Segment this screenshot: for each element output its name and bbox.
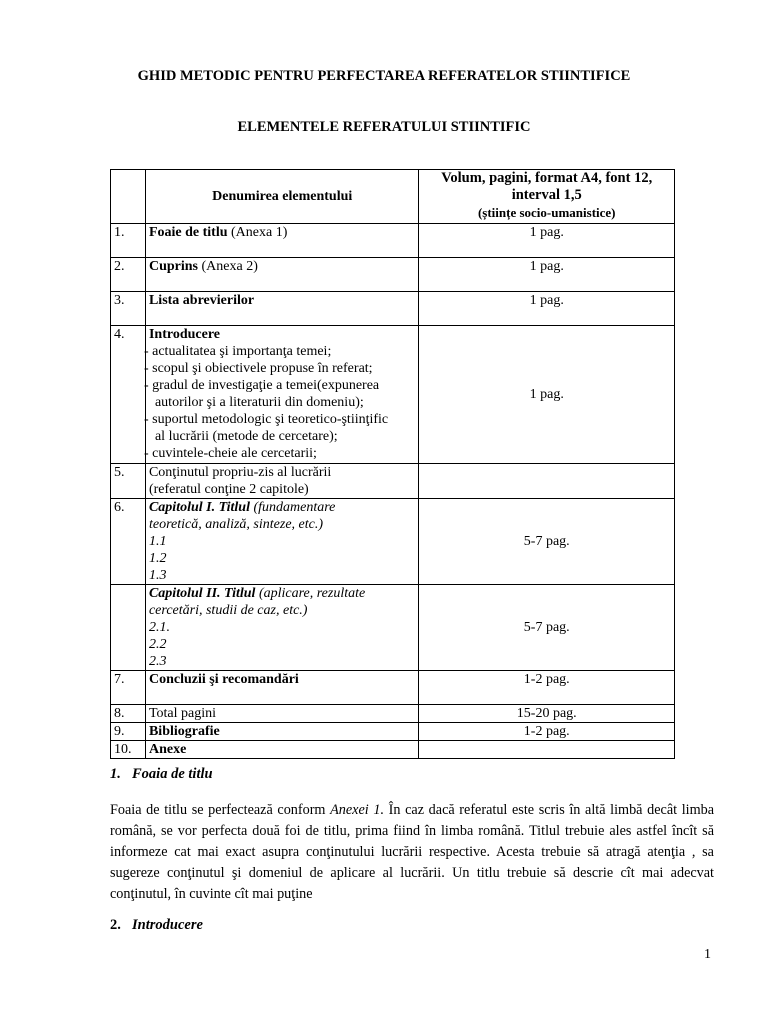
section-heading-title-page bbox=[110, 766, 213, 783]
row-number: 7. bbox=[111, 671, 146, 705]
row-volume: 5-7 pag. bbox=[419, 585, 675, 671]
row-name: Total pagini bbox=[145, 705, 419, 723]
list-item: - gradul de investigaţie a temei(expunerea bbox=[143, 378, 380, 393]
row-volume: 1 pag. bbox=[419, 326, 675, 464]
section-heading-introduction bbox=[110, 917, 203, 934]
row-name bbox=[145, 741, 419, 759]
row-number: 3. bbox=[111, 292, 146, 326]
row-name-line2: (referatul conţine 2 capitole) bbox=[148, 482, 309, 497]
row-name-bold: Lista abrevierilor bbox=[148, 293, 255, 308]
row-volume bbox=[419, 741, 675, 759]
row-name bbox=[145, 671, 419, 705]
row-name-bold: Anexe bbox=[148, 742, 187, 757]
row-name bbox=[145, 292, 419, 326]
table-header-row bbox=[111, 170, 675, 224]
subsection-number: 2.1. bbox=[148, 620, 170, 635]
row-name-note: (aplicare, rezultate bbox=[255, 586, 366, 601]
section-number: 2. bbox=[110, 917, 121, 933]
row-name bbox=[145, 499, 419, 585]
row-name-note2: teoretică, analiză, sinteze, etc.) bbox=[148, 517, 324, 532]
row-name-bold: Capitolul I. Titlul bbox=[148, 500, 250, 515]
row-name-line1: Conţinutul propriu-zis al lucrării bbox=[148, 465, 332, 480]
section-number: 1. bbox=[110, 766, 121, 782]
list-item: autorilor şi a literaturii din domeniu); bbox=[154, 395, 364, 410]
row-volume: 1-2 pag. bbox=[419, 671, 675, 705]
row-number: 4. bbox=[111, 326, 146, 464]
row-volume: 1 pag. bbox=[419, 292, 675, 326]
row-volume: 15-20 pag. bbox=[419, 705, 675, 723]
list-item: - cuvintele-cheie ale cercetarii; bbox=[143, 446, 317, 461]
header-num-cell bbox=[111, 170, 146, 224]
row-number: 1. bbox=[111, 224, 146, 258]
paragraph-text-start: Foaia de titlu se perfectează conform bbox=[110, 802, 331, 818]
row-name-bold: Foaie de titlu bbox=[148, 225, 228, 240]
table-row bbox=[111, 671, 675, 705]
row-number: 10. bbox=[111, 741, 146, 759]
row-name bbox=[145, 585, 419, 671]
annex-reference: Anexei 1. bbox=[330, 802, 385, 818]
section-heading-text: Introducere bbox=[132, 917, 203, 933]
row-name-bold: Bibliografie bbox=[148, 724, 220, 739]
row-name-note: (Anexa 1) bbox=[227, 225, 288, 240]
table-row bbox=[111, 464, 675, 499]
row-name bbox=[145, 258, 419, 292]
header-volume-line2: interval 1,5 bbox=[511, 187, 582, 203]
row-name-bold: Cuprins bbox=[148, 259, 198, 274]
subsection-number: 2.2 bbox=[148, 637, 167, 652]
row-name-note: (Anexa 2) bbox=[198, 259, 258, 274]
document-subtitle: ELEMENTELE REFERATULUI STIINTIFIC bbox=[237, 119, 531, 135]
page-number: 1 bbox=[704, 947, 711, 962]
row-volume: 1 pag. bbox=[419, 224, 675, 258]
row-number: 6. bbox=[111, 499, 146, 585]
section-heading-text: Foaia de titlu bbox=[132, 766, 213, 782]
row-name-note2: cercetări, studii de caz, etc.) bbox=[148, 603, 308, 618]
header-volume-line3: (științe socio-umanistice) bbox=[477, 205, 616, 220]
subsection-number: 1.2 bbox=[148, 551, 167, 566]
row-volume: 1-2 pag. bbox=[419, 723, 675, 741]
list-item: al lucrării (metode de cercetare); bbox=[154, 429, 338, 444]
list-item: - scopul şi obiectivele propuse în referat; bbox=[143, 361, 373, 376]
row-name bbox=[145, 464, 419, 499]
table-row bbox=[111, 585, 675, 671]
header-volume-line1: Volum, pagini, format A4, font 12, bbox=[441, 170, 653, 186]
elements-table bbox=[110, 169, 675, 759]
row-number: 5. bbox=[111, 464, 146, 499]
row-number: 9. bbox=[111, 723, 146, 741]
list-item: - suportul metodologic şi teoretico-ştiinţific bbox=[143, 412, 389, 427]
table-row bbox=[111, 723, 675, 741]
row-name bbox=[145, 723, 419, 741]
row-volume: 5-7 pag. bbox=[419, 499, 675, 585]
list-item: - actualitatea şi importanţa temei; bbox=[143, 344, 332, 359]
section-paragraph bbox=[110, 800, 714, 905]
row-number bbox=[111, 585, 146, 671]
subsection-number: 2.3 bbox=[148, 654, 167, 669]
table-row bbox=[111, 499, 675, 585]
paragraph-text-rest: În caz dacă referatul este scris în altă limbă decât limba română, se vor perfecta două foi de titlu, prima fiind în limba română. Titlul trebuie ales astfel încît să informeze cat mai exact asupra conţinutului lucrării respective. Acesta trebuie să atragă atenţia , sa sugereze conţinutul şi domeniul de aplicare al lucrării. Un titlu trebuie să descrie cît mai adecvat conţinutul, în cuvinte cît mai puţine bbox=[110, 802, 715, 902]
row-number: 2. bbox=[111, 258, 146, 292]
row-name bbox=[145, 224, 419, 258]
row-name-bold: Concluzii şi recomandări bbox=[148, 672, 299, 687]
subsection-number: 1.3 bbox=[148, 568, 167, 583]
table-row bbox=[111, 292, 675, 326]
row-name-bold: Capitolul II. Titlul bbox=[148, 586, 256, 601]
table-row bbox=[111, 705, 675, 723]
subsection-number: 1.1 bbox=[148, 534, 167, 549]
row-number: 8. bbox=[111, 705, 146, 723]
table-row bbox=[111, 258, 675, 292]
row-name bbox=[145, 326, 419, 464]
header-volume-cell bbox=[419, 170, 675, 224]
row-name-bold: Introducere bbox=[148, 327, 221, 342]
row-volume bbox=[419, 464, 675, 499]
row-volume: 1 pag. bbox=[419, 258, 675, 292]
introduction-items bbox=[143, 343, 416, 462]
document-title: GHID METODIC PENTRU PERFECTAREA REFERATELOR STIINTIFICE bbox=[137, 68, 631, 84]
row-name-note: (fundamentare bbox=[249, 500, 336, 515]
header-name-cell: Denumirea elementului bbox=[145, 170, 419, 224]
table-row bbox=[111, 326, 675, 464]
table-row bbox=[111, 224, 675, 258]
table-row bbox=[111, 741, 675, 759]
